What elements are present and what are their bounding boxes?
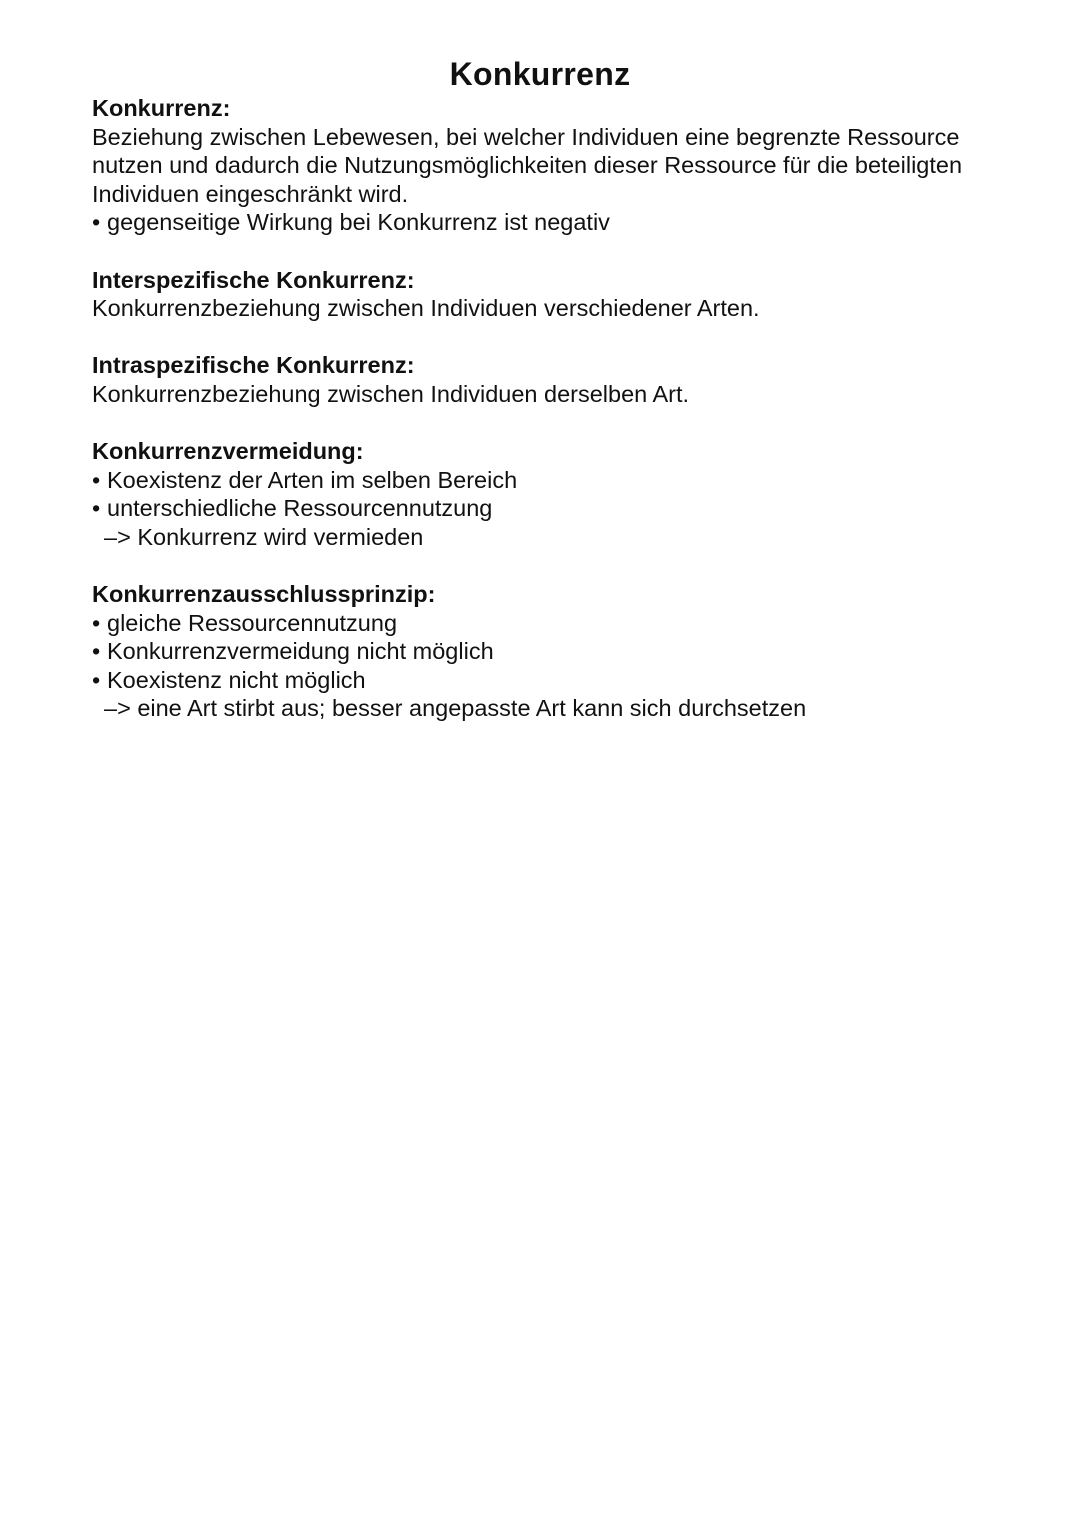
- bullet-icon: •: [92, 638, 101, 665]
- bullet-text: gleiche Ressourcennutzung: [107, 609, 398, 636]
- document-body: [92, 94, 1012, 752]
- bullet-text: gegenseitige Wirkung bei Konkurrenz ist negativ: [107, 209, 610, 236]
- bullet-text: Koexistenz der Arten im selben Bereich: [107, 466, 518, 493]
- section-heading: Konkurrenz:: [92, 95, 231, 121]
- section-heading: Konkurrenzvermeidung:: [92, 438, 364, 465]
- section-intraspezifisch: [92, 351, 1012, 408]
- section-vermeidung: [92, 437, 1012, 551]
- bullet-icon: •: [92, 666, 101, 693]
- bullet-item: [92, 466, 1012, 495]
- bullet-text: Konkurrenzvermeidung nicht möglich: [107, 638, 494, 665]
- section-heading: Intraspezifische Konkurrenz:: [92, 352, 415, 379]
- bullet-text: unterschiedliche Ressourcennutzung: [107, 495, 493, 522]
- definition-line: Konkurrenzbeziehung zwischen Individuen derselben Art.: [92, 380, 690, 407]
- section-ausschluss: [92, 580, 1012, 723]
- bullet-icon: •: [92, 495, 101, 522]
- conclusion-line: –> Konkurrenz wird vermieden: [104, 523, 424, 550]
- bullet-item: [92, 494, 1012, 523]
- section-interspezifisch: [92, 266, 1012, 323]
- bullet-icon: •: [92, 609, 101, 636]
- section-heading: Konkurrenzausschlussprinzip:: [92, 581, 436, 608]
- definition-line: Beziehung zwischen Lebewesen, bei welcher Individuen eine begrenzte Ressource: [92, 123, 960, 150]
- bullet-item: [92, 637, 1012, 666]
- bullet-item: [92, 666, 1012, 695]
- bullet-item: [92, 609, 1012, 638]
- section-konkurrenz: [92, 94, 1012, 237]
- page-title: Konkurrenz: [449, 56, 631, 92]
- bullet-icon: •: [92, 466, 101, 493]
- bullet-item: [92, 208, 1012, 237]
- definition-line: nutzen und dadurch die Nutzungsmöglichkeiten dieser Ressource für die beteiligten: [92, 152, 963, 179]
- definition-line: Konkurrenzbeziehung zwischen Individuen verschiedener Arten.: [92, 295, 760, 322]
- bullet-text: Koexistenz nicht möglich: [107, 666, 366, 693]
- conclusion-line: –> eine Art stirbt aus; besser angepasste Art kann sich durchsetzen: [104, 695, 807, 722]
- bullet-icon: •: [92, 209, 101, 236]
- section-heading: Interspezifische Konkurrenz:: [92, 266, 415, 293]
- definition-line: Individuen eingeschränkt wird.: [92, 180, 409, 207]
